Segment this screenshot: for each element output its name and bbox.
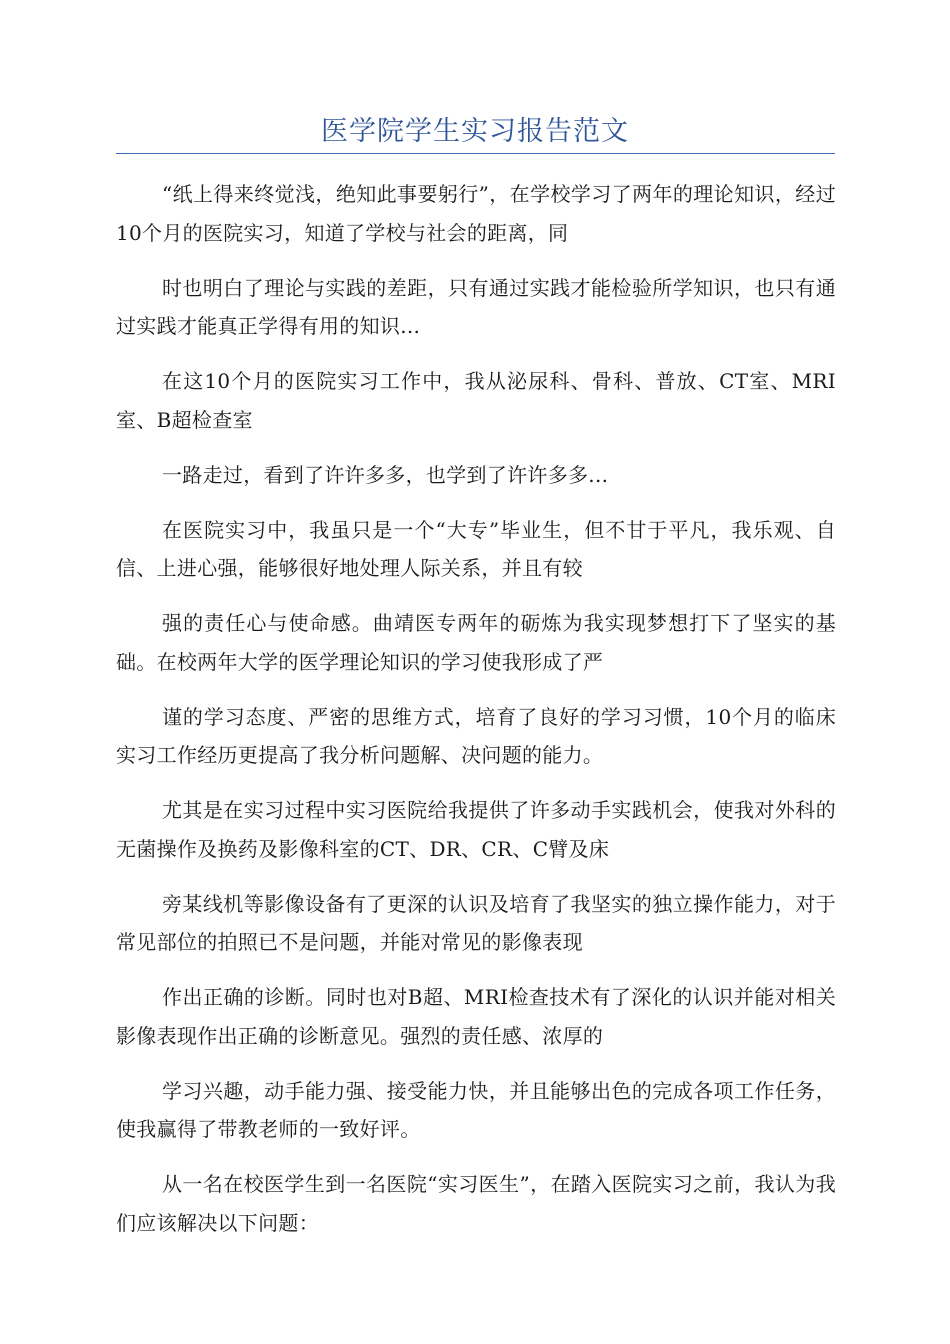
paragraph: 从一名在校医学生到一名医院“实习医生”，在踏入医院实习之前，我认为我们应该解决以下问题：	[116, 1172, 836, 1235]
title-underline	[116, 153, 835, 154]
document-title: 医学院学生实习报告范文	[321, 116, 629, 147]
paragraph: 学习兴趣，动手能力强、接受能力快，并且能够出色的完成各项工作任务，使我赢得了带教老师的一致好评。	[116, 1078, 836, 1141]
paragraph: 作出正确的诊断。同时也对B超、MRI检查技术有了深化的认识并能对相关影像表现作出正确的诊断意见。强烈的责任感、浓厚的	[116, 985, 836, 1048]
paragraph: 强的责任心与使命感。曲靖医专两年的砺炼为我实现梦想打下了坚实的基础。在校两年大学的医学理论知识的学习使我形成了严	[116, 611, 836, 674]
document-body	[116, 175, 836, 1259]
paragraph: “纸上得来终觉浅，绝知此事要躬行”，在学校学习了两年的理论知识，经过10个月的医院实习，知道了学校与社会的距离，同	[116, 182, 836, 245]
paragraph: 在这10个月的医院实习工作中，我从泌尿科、骨科、普放、CT室、MRI室、B超检查室	[116, 369, 836, 432]
paragraph: 谨的学习态度、严密的思维方式，培育了良好的学习习惯，10个月的临床实习工作经历更提高了我分析问题解、决问题的能力。	[116, 704, 836, 767]
paragraph: 尤其是在实习过程中实习医院给我提供了许多动手实践机会，使我对外科的无菌操作及换药及影像科室的CT、DR、CR、C臂及床	[116, 798, 836, 861]
paragraph: 一路走过，看到了许许多多，也学到了许许多多...	[162, 462, 609, 487]
paragraph: 旁某线机等影像设备有了更深的认识及培育了我坚实的独立操作能力，对于常见部位的拍照已不是问题，并能对常见的影像表现	[116, 891, 836, 954]
paragraph: 在医院实习中，我虽只是一个“大专”毕业生，但不甘于平凡，我乐观、自信、上进心强，能够很好地处理人际关系，并且有较	[116, 517, 836, 580]
paragraph: 时也明白了理论与实践的差距，只有通过实践才能检验所学知识，也只有通过实践才能真正学得有用的知识...	[116, 275, 836, 338]
